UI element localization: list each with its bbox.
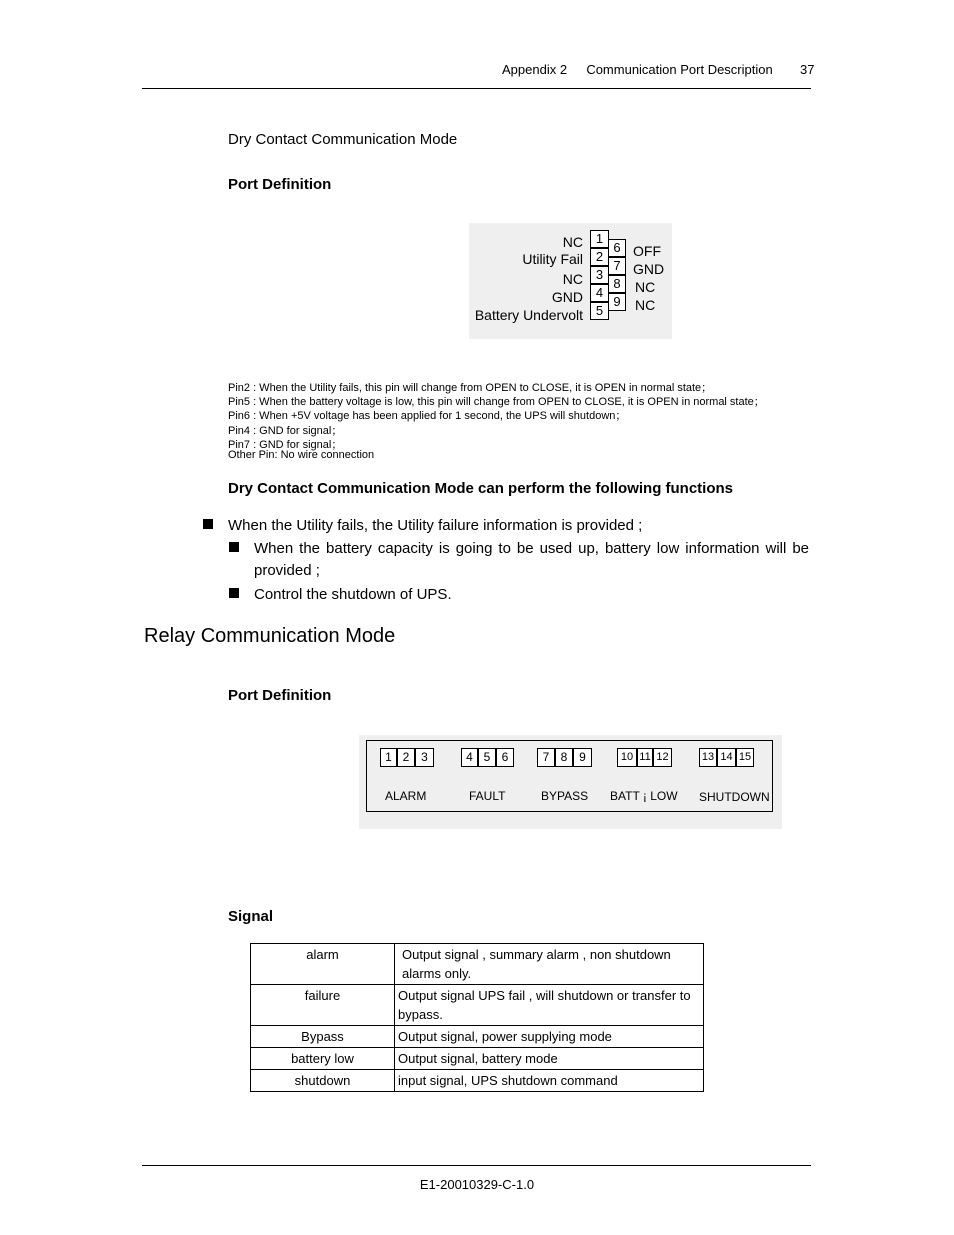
header-appendix: Appendix 2 (502, 62, 568, 77)
square-bullet-icon (203, 519, 213, 529)
pin-note: Other Pin: No wire connection (228, 449, 375, 461)
signal-title: Signal (228, 908, 274, 925)
dry-contact-title: Dry Contact Communication Mode (228, 131, 458, 148)
pin-cell: 6 (608, 239, 626, 257)
pin-cell: 1 (590, 230, 609, 248)
square-bullet-icon (229, 588, 239, 598)
pin-cell: 2 (590, 248, 609, 266)
table-row (251, 985, 704, 1026)
footer-doc-id: E1-20010329-C-1.0 (419, 1177, 535, 1192)
pin-cell: 14 (717, 748, 736, 767)
pin-cell: 6 (496, 748, 514, 767)
table-row (251, 1070, 704, 1092)
pin-cell: 9 (573, 748, 592, 767)
signal-name: alarm (251, 944, 395, 985)
pin-label: GND (551, 289, 583, 305)
signal-description: Output signal , summary alarm , non shutdown alarms only. (395, 944, 704, 985)
page-header (502, 62, 814, 77)
pin-label: Utility Fail (522, 251, 583, 267)
pin-cell: 4 (590, 284, 609, 302)
function-item: When the battery capacity is going to be used up, battery low information will be (254, 540, 809, 557)
table-row (251, 1048, 704, 1070)
pin-label: NC (635, 297, 656, 313)
function-item-continued: provided ; (254, 562, 320, 579)
pin-cell: 11 (637, 748, 653, 767)
pin-label: OFF (633, 243, 661, 259)
pin-cell: 9 (608, 293, 626, 311)
pin-cell: 13 (699, 748, 717, 767)
pin-label: Battery Undervolt (474, 307, 583, 323)
relay-group-label: ALARM (385, 789, 427, 803)
signal-description: input signal, UPS shutdown command (395, 1070, 704, 1092)
pin-cell: 5 (590, 302, 609, 320)
relay-group-label: FAULT (469, 789, 506, 803)
pin-cell: 2 (397, 748, 415, 767)
pin-note: Pin2 : When the Utility fails, this pin will change from OPEN to CLOSE, it is OPEN in normal state； (228, 382, 713, 394)
pin-cell: 3 (590, 266, 609, 284)
relay-group-label: SHUTDOWN (699, 790, 770, 804)
relay-group-label: BATT ¡ LOW (610, 789, 678, 803)
table-row (251, 944, 704, 985)
signal-name: battery low (251, 1048, 395, 1070)
header-rule (142, 88, 811, 89)
signal-description: Output signal UPS fail , will shutdown or transfer to bypass. (395, 985, 704, 1026)
function-item: When the Utility fails, the Utility failure information is provided ; (228, 517, 643, 534)
dry-contact-pin-diagram (469, 223, 672, 339)
signal-table (250, 943, 704, 1092)
pin-label: NC (562, 234, 583, 250)
dry-contact-port-definition: Port Definition (228, 176, 332, 193)
pin-label: NC (635, 279, 656, 295)
relay-pin-diagram (359, 735, 782, 829)
pin-cell: 10 (617, 748, 637, 767)
pin-cell: 8 (555, 748, 573, 767)
pin-note: Pin7 : GND for signal； (228, 439, 343, 451)
pin-cell: 12 (653, 748, 672, 767)
header-page-number: 37 (799, 62, 815, 77)
signal-name: Bypass (251, 1026, 395, 1048)
signal-description: Output signal, battery mode (395, 1048, 704, 1070)
pin-cell: 8 (608, 275, 626, 293)
pin-note: Pin4 : GND for signal； (228, 425, 343, 437)
table-row (251, 1026, 704, 1048)
pin-cell: 1 (380, 748, 397, 767)
pin-note: Pin6 : When +5V voltage has been applied for 1 second, the UPS will shutdown； (228, 410, 627, 422)
pin-label: GND (633, 261, 665, 277)
signal-name: shutdown (251, 1070, 395, 1092)
pin-cell: 4 (461, 748, 478, 767)
square-bullet-icon (229, 542, 239, 552)
relay-group-label: BYPASS (541, 789, 589, 803)
pin-note: Pin5 : When the battery voltage is low, this pin will change from OPEN to CLOSE, it is OPEN in normal state； (228, 396, 765, 408)
pin-cell: 15 (736, 748, 754, 767)
function-item: Control the shutdown of UPS. (254, 586, 452, 603)
pin-cell: 7 (537, 748, 555, 767)
relay-connector-outline (366, 740, 773, 812)
relay-port-definition: Port Definition (228, 687, 332, 704)
footer-rule (142, 1165, 811, 1166)
pin-label: NC (562, 271, 583, 287)
pin-cell: 7 (608, 257, 626, 275)
signal-description: Output signal, power supplying mode (395, 1026, 704, 1048)
functions-title: Dry Contact Communication Mode can perform the following functions (228, 480, 734, 497)
relay-section-title: Relay Communication Mode (144, 625, 396, 647)
pin-cell: 5 (478, 748, 496, 767)
signal-name: failure (251, 985, 395, 1026)
header-section: Communication Port Description (586, 62, 773, 77)
pin-cell: 3 (415, 748, 434, 767)
